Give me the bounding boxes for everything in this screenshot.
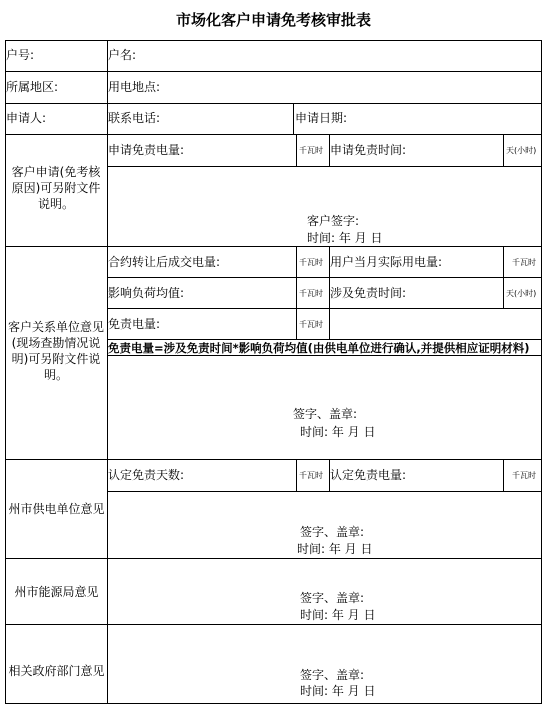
relations-exempt-energy-label: 免责电量: (108, 317, 161, 331)
unit-days: 天(小时) (506, 289, 537, 298)
supply-section-label: 州市供电单位意见 (8, 502, 105, 516)
relations-date-label: 时间: 年 月 日 (300, 425, 376, 439)
exempt-energy-label: 申请免责电量: (108, 143, 185, 157)
hline (108, 491, 542, 492)
account-name-label: 户名: (108, 48, 137, 62)
gov-sign-label: 签字、盖章: (300, 668, 365, 682)
unit-kwh: 千瓦时 (512, 471, 536, 480)
actual-energy-label: 用户当月实际用电量: (330, 255, 443, 269)
unit-kwh: 千瓦时 (299, 146, 323, 155)
energy-bureau-section-label: 州市能源局意见 (14, 585, 99, 599)
relations-sign-label: 签字、盖章: (293, 407, 358, 421)
hline (5, 459, 542, 460)
energy-bureau-date-label: 时间: 年 月 日 (300, 608, 376, 622)
unit-days: 天(小时) (506, 146, 537, 155)
unit-kwh: 千瓦时 (299, 258, 323, 267)
vline (503, 246, 504, 308)
phone-label: 联系电话: (108, 111, 161, 125)
vline (296, 246, 297, 339)
exempt-time-label: 申请免责时间: (330, 143, 407, 157)
avg-load-label: 影响负荷均值: (108, 286, 185, 300)
supply-energy-label: 认定免责电量: (330, 468, 407, 482)
customer-date-label: 时间: 年 月 日 (307, 231, 383, 245)
vline (293, 103, 294, 134)
unit-kwh: 千瓦时 (512, 258, 536, 267)
vline (503, 459, 504, 491)
unit-kwh: 千瓦时 (299, 289, 323, 298)
account-no-label: 户号: (6, 48, 35, 62)
hline (5, 103, 542, 104)
hline (5, 558, 542, 559)
vline (541, 40, 542, 704)
form-title: 市场化客户申请免考核审批表 (175, 11, 371, 29)
hline (108, 166, 542, 167)
gov-date-label: 时间: 年 月 日 (300, 684, 376, 698)
vline (296, 459, 297, 491)
energy-bureau-sign-label: 签字、盖章: (300, 591, 365, 605)
hline (5, 624, 542, 625)
vline (107, 40, 108, 704)
supply-date-label: 时间: 年 月 日 (297, 542, 373, 556)
hline (108, 355, 542, 356)
hline (108, 339, 542, 340)
apply-date-label: 申请日期: (295, 111, 348, 125)
vline (296, 134, 297, 166)
hline (108, 277, 542, 278)
gov-section-label: 相关政府部门意见 (8, 664, 105, 678)
customer-sign-label: 客户签字: (307, 214, 360, 228)
unit-kwh: 千瓦时 (299, 320, 323, 329)
hline (5, 246, 542, 247)
supply-days-label: 认定免责天数: (108, 468, 185, 482)
location-label: 用电地点: (108, 80, 161, 94)
customer-section-label: 客户申请(免考核原因)可另附文件说明。 (11, 165, 101, 211)
hline (108, 308, 542, 309)
hline (5, 40, 542, 41)
contract-energy-label: 合约转让后成交电量: (108, 255, 221, 269)
supply-sign-label: 签字、盖章: (300, 525, 365, 539)
relations-section-label: 客户关系单位意见(现场查勘情况说明)可另附文件说明。 (7, 320, 104, 382)
vline (503, 134, 504, 166)
hline (5, 703, 542, 704)
hline (5, 71, 542, 72)
hline (5, 134, 542, 135)
relations-exempt-time-label: 涉及免责时间: (330, 286, 407, 300)
region-label: 所属地区: (6, 80, 59, 94)
unit-kwh: 千瓦时 (299, 471, 323, 480)
applicant-label: 申请人: (6, 111, 47, 125)
formula-note: 免责电量=涉及免责时间*影响负荷均值(由供电单位进行确认,并提供相应证明材料) (108, 341, 530, 355)
